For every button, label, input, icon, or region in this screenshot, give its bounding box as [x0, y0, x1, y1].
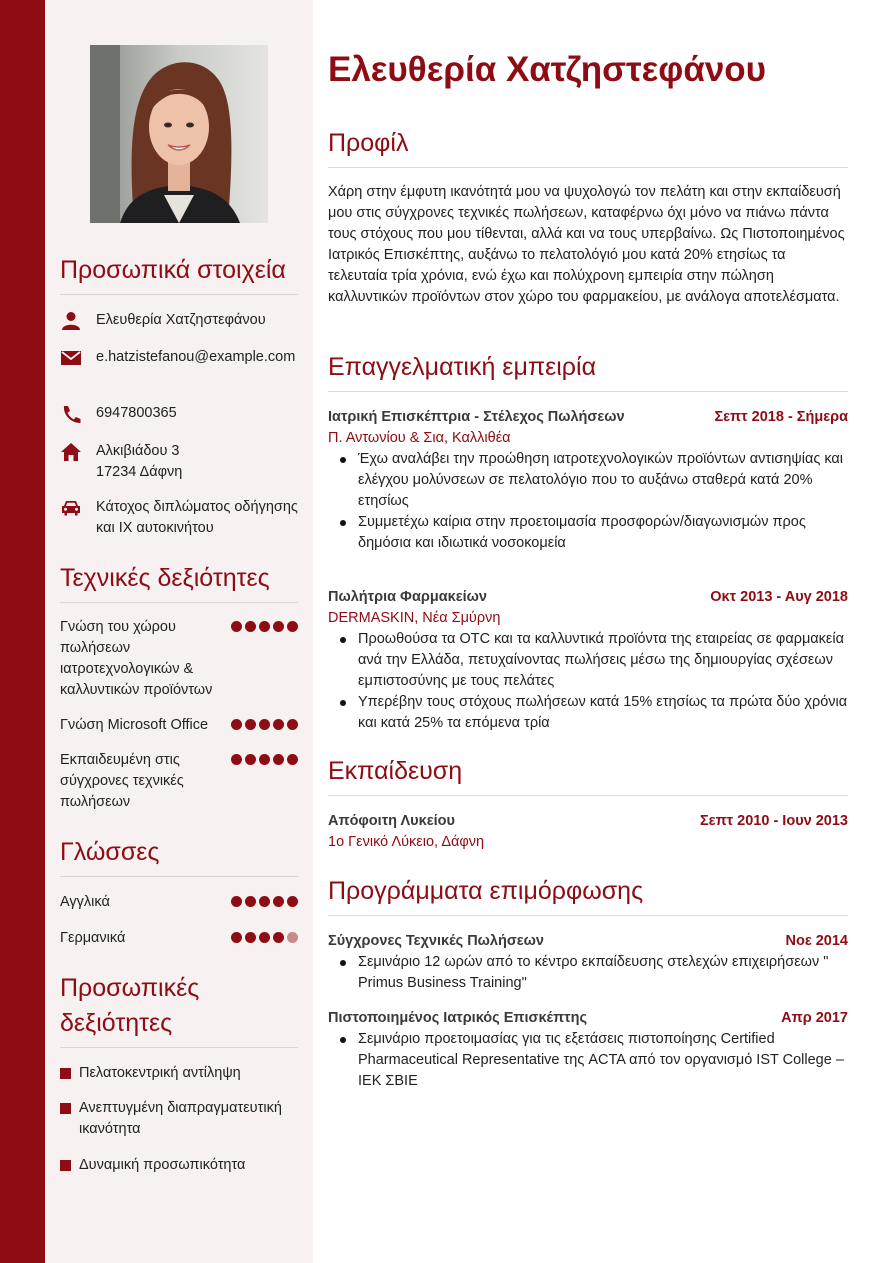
rating-dot-filled: [273, 621, 284, 632]
training-entry: [328, 1008, 848, 1092]
rating-dot-empty: [287, 932, 298, 943]
rating-dot-filled: [273, 719, 284, 730]
skill-rating: [231, 754, 298, 765]
square-bullet-icon: [60, 1103, 71, 1114]
person-icon: [60, 311, 82, 331]
training-title: Πιστοποιημένος Ιατρικός Επισκέπτης: [328, 1010, 588, 1026]
personal-skills-heading: [60, 971, 298, 1041]
personal-skills-heading-line1: Προσωπικές: [60, 974, 200, 1002]
rating-dot-filled: [287, 754, 298, 765]
job-title: Ιατρική Επισκέπτρια - Στέλεχος Πωλήσεων: [328, 409, 625, 425]
profile-photo: [90, 45, 268, 223]
email-link[interactable]: e.hatzistefanou@example.com: [96, 349, 296, 365]
address-text: [96, 441, 298, 483]
language-rating: [231, 932, 298, 943]
training-heading: Προγράμματα επιμόρφωσης: [328, 877, 644, 905]
rating-dot-filled: [259, 932, 270, 943]
profile-text: Χάρη στην έμφυτη ικανότητά μου να ψυχολογώ τον πελάτη και στην εκπαίδευσή μου στις σύγχρονες τεχνικές πωλήσεων, καταφέρνω όχι μόνο να πιάνω πάντα τους στόχους που μου τίθενται, αλλά και να τους υπερβαίνω. Ως Πιστοποιημένος Ιατρικός Επισκέπτης, αυξάνω το πελατολόγιό μου κατά 20% ετησίως τα τελευταία τρία χρόνια, ενώ έχω και πολύχρονη εμπειρία στην πώληση καλλυντικών προϊόντων στον χώρο του φαρμακείου, με ανάλογα αποτελέσματα.: [328, 184, 845, 305]
job-title: Πωλήτρια Φαρμακείων: [328, 589, 487, 605]
training-entry: [328, 931, 848, 994]
rating-dot-filled: [259, 754, 270, 765]
education-date: Σεπτ 2010 - Ιουν 2013: [699, 813, 848, 829]
language-rating: [231, 896, 298, 907]
languages-heading: Γλώσσες: [60, 838, 160, 866]
phone-icon: [60, 404, 82, 424]
list-item: Έχω αναλάβει την προώθηση ιατροτεχνολογικών προϊόντων αντισηψίας και ελέγχου μολύνσεων σε πελατολόγιο που το αυξάνω σταθερά κατά 20% ετησίως: [328, 449, 848, 512]
rating-dot-filled: [245, 932, 256, 943]
rating-dot-filled: [231, 932, 242, 943]
job-employer: DERMASKIN, Νέα Σμύρνη: [328, 610, 501, 626]
full-name-text: Ελευθερία Χατζηστεφάνου: [96, 312, 266, 328]
rating-dot-filled: [273, 896, 284, 907]
language-label: Γερμανικά: [60, 930, 126, 946]
education-entry: [328, 811, 848, 853]
personal-info-heading: Προσωπικά στοιχεία: [60, 256, 286, 284]
training-details: [328, 952, 848, 994]
profile-heading: Προφίλ: [328, 129, 409, 157]
car-icon: [60, 498, 82, 518]
job-employer: Π. Αντωνίου & Σια, Καλλιθέα: [328, 430, 511, 446]
divider: [60, 876, 298, 877]
skill-rating: [231, 621, 298, 632]
list-item: Υπερέβην τους στόχους πωλήσεων κατά 15% ετησίως τα πρώτα δύο χρόνια και κατά 25% τα επόμενα τρία: [328, 692, 848, 734]
experience-entry: [328, 587, 848, 734]
skill-label: Γνώση Microsoft Office: [60, 717, 209, 733]
rating-dot-filled: [273, 754, 284, 765]
job-date: Οκτ 2013 - Αυγ 2018: [710, 589, 848, 605]
divider: [328, 795, 848, 796]
license-text: Κάτοχος διπλώματος οδήγησης και ΙΧ αυτοκινήτου: [96, 499, 298, 536]
rating-dot-filled: [231, 719, 242, 730]
address-city: 17234 Δάφνη: [96, 464, 183, 480]
divider: [328, 915, 848, 916]
home-icon: [60, 442, 82, 462]
list-item: Προωθούσα τα OTC και τα καλλυντικά προϊόντα της εταιρείας σε φαρμακεία ανά την Ελλάδα, πετυχαίνοντας πωλήσεις μέσω της δημιουργίας σχέσεων εμπιστοσύνης με τους πελάτες: [328, 629, 848, 692]
skills-heading: Τεχνικές δεξιότητες: [60, 564, 270, 592]
divider: [60, 294, 298, 295]
education-title: Απόφοιτη Λυκείου: [328, 813, 455, 829]
personal-skills-heading-line2: δεξιότητες: [60, 1009, 173, 1037]
rating-dot-filled: [231, 621, 242, 632]
job-date: Σεπτ 2018 - Σήμερα: [714, 409, 848, 425]
list-item: Συμμετέχω καίρια στην προετοιμασία προσφορών/διαγωνισμών προς δημόσια και ιδιωτικά νοσοκομεία: [328, 512, 848, 554]
rating-dot-filled: [245, 754, 256, 765]
list-item: Σεμινάριο 12 ωρών από το κέντρο εκπαίδευσης στελεχών επιχειρήσεων " Primus Business Training": [328, 952, 848, 994]
personal-skill-text: Ανεπτυγμένη διαπραγματευτική ικανότητα: [79, 1100, 282, 1137]
skill-rating: [231, 719, 298, 730]
rating-dot-filled: [287, 719, 298, 730]
job-duties: [328, 629, 848, 734]
divider: [328, 167, 848, 168]
training-title: Σύγχρονες Τεχνικές Πωλήσεων: [328, 933, 544, 949]
rating-dot-filled: [259, 896, 270, 907]
job-duties: [328, 449, 848, 554]
rating-dot-filled: [287, 896, 298, 907]
list-item: Σεμινάριο προετοιμασίας για τις εξετάσεις πιστοποίησης Certified Pharmaceutical Representative της ACTA από τον οργανισμό IST College – ΙΕΚ ΣΒΙΕ: [328, 1029, 848, 1092]
training-date: Νοε 2014: [785, 933, 848, 949]
education-school: 1ο Γενικό Λύκειο, Δάφνη: [328, 834, 485, 850]
rating-dot-filled: [245, 621, 256, 632]
rating-dot-filled: [259, 621, 270, 632]
rating-dot-filled: [287, 621, 298, 632]
divider: [60, 602, 298, 603]
address-street: Αλκιβιάδου 3: [96, 443, 180, 459]
divider: [328, 391, 848, 392]
language-label: Αγγλικά: [60, 894, 110, 910]
education-heading: Εκπαίδευση: [328, 757, 463, 785]
phone-text: 6947800365: [96, 405, 177, 421]
personal-skill-text: Δυναμική προσωπικότητα: [79, 1157, 246, 1173]
skill-label: Γνώση του χώρου πωλήσεων ιατροτεχνολογικών & καλλυντικών προϊόντων: [60, 619, 213, 698]
skill-label: Εκπαιδευμένη στις σύγχρονες τεχνικές πωλήσεων: [60, 752, 184, 810]
rating-dot-filled: [231, 754, 242, 765]
rating-dot-filled: [245, 896, 256, 907]
candidate-name: Ελευθερία Χατζηστεφάνου: [328, 50, 767, 89]
rating-dot-filled: [273, 932, 284, 943]
square-bullet-icon: [60, 1068, 71, 1079]
personal-skill-text: Πελατοκεντρική αντίληψη: [79, 1065, 241, 1081]
square-bullet-icon: [60, 1160, 71, 1171]
experience-entry: [328, 407, 848, 554]
accent-stripe: [0, 0, 45, 1263]
experience-heading: Επαγγελματική εμπειρία: [328, 353, 597, 381]
rating-dot-filled: [259, 719, 270, 730]
mail-icon: [60, 350, 82, 370]
training-details: [328, 1029, 848, 1092]
training-date: Απρ 2017: [781, 1010, 848, 1026]
rating-dot-filled: [245, 719, 256, 730]
rating-dot-filled: [231, 896, 242, 907]
divider: [60, 1047, 298, 1048]
